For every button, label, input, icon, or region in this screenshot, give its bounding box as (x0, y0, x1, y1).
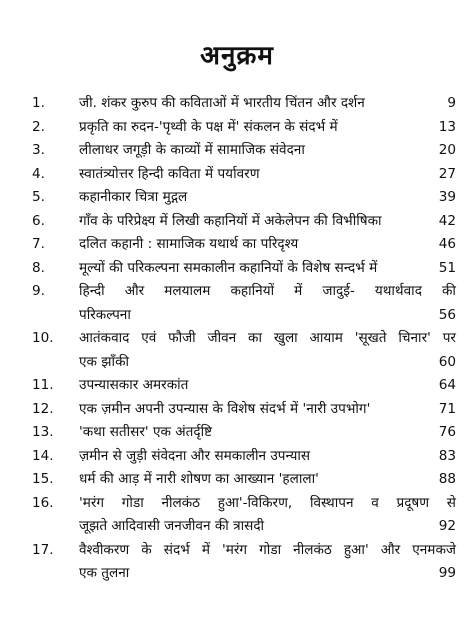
toc-entry (32, 92, 456, 116)
toc-entry-title: जूझते आदिवासी जनजीवन की त्रासदी (79, 518, 265, 534)
toc-entry-title: 'कथा सतीसर' एक अंतर्दृष्टि (79, 424, 213, 440)
toc-entry-number: 13. (32, 424, 54, 440)
toc-entry-page: 60 (438, 353, 456, 370)
toc-entry-title: जी. शंकर कुरुप की कविताओं में भारतीय चिंतन और दर्शन (79, 95, 365, 111)
toc-entry-number: 2. (32, 118, 45, 135)
toc-entry-number: 6. (32, 212, 45, 229)
toc-entry (32, 210, 456, 234)
toc-entry-number: 1. (32, 95, 45, 111)
toc-entry (32, 233, 456, 257)
toc-entry-title: गाँव के परिप्रेक्ष्य में लिखी कहानियों में अकेलेपन की विभीषिका (79, 212, 382, 229)
toc-entry-title: एक तुलना (79, 565, 130, 581)
toc-entry (32, 186, 456, 210)
toc-entry-page: 9 (447, 95, 456, 111)
toc-entry-number: 14. (32, 447, 54, 464)
page-title: अनुक्रम (200, 41, 274, 71)
toc-entry-number: 9. (32, 283, 45, 299)
toc-entry-title: हिन्दी और मलयालम कहानियों में जादुई- यथार्थवाद की (79, 283, 456, 299)
toc-entry-title: एक झाँकी (79, 353, 130, 370)
toc-entry-page: 71 (438, 400, 456, 417)
toc-entry-page: 51 (438, 259, 456, 276)
toc-entry-number: 3. (32, 142, 45, 158)
toc-entry (32, 374, 456, 398)
toc-entry (32, 398, 456, 422)
toc-entry (32, 445, 456, 469)
toc-entry-title: 'मरंग गोडा नीलकंठ हुआ'-विकिरण, विस्थापन व प्रदूषण से (79, 494, 456, 511)
toc-entry-number: 8. (32, 259, 45, 276)
toc-entry-number: 7. (32, 236, 45, 252)
toc-entry-page: 46 (438, 236, 456, 252)
toc-entry-number: 16. (32, 494, 54, 511)
toc-entry-title: उपन्यासकार अमरकांत (79, 377, 189, 393)
toc-entry (32, 257, 456, 281)
toc-entry (32, 139, 456, 163)
toc-entry-page: 88 (438, 471, 456, 487)
toc-entry-page: 83 (438, 447, 456, 464)
toc-entry-page: 56 (438, 306, 456, 323)
toc-entry-number: 4. (32, 165, 45, 182)
toc-entry-title: एक ज़मीन अपनी उपन्यास के विशेष संदर्भ में 'नारी उपभोग' (79, 400, 371, 417)
toc-entry-title: परिकल्पना (79, 306, 131, 323)
toc-entry-number: 10. (32, 330, 54, 346)
toc-entry-page: 92 (438, 518, 456, 534)
toc-entry-title: मूल्यों की परिकल्पना समकालीन कहानियों के विशेष सन्दर्भ में (79, 259, 378, 276)
toc-entry-page: 64 (438, 377, 456, 393)
toc-entry-page: 76 (438, 424, 456, 440)
toc-entry-title: धर्म की आड़ में नारी शोषण का आख्यान 'हलाला' (79, 471, 319, 487)
toc-entry-title: दलित कहानी : सामाजिक यथार्थ का परिदृश्य (79, 236, 299, 252)
toc-entry-title: वैश्वीकरण के संदर्भ में 'मरंग गोडा नीलकंठ हुआ' और एनमकजे (79, 541, 456, 558)
toc-entry-page: 99 (438, 565, 456, 581)
toc-entry-number: 12. (32, 400, 54, 417)
toc-entry-number: 11. (32, 377, 54, 393)
toc-entry-number: 15. (32, 471, 54, 487)
toc-entry (32, 116, 456, 140)
toc-entry-page: 42 (438, 212, 456, 229)
toc-entry (32, 468, 456, 492)
toc-entry-title: ज़मीन से जुड़ी संवेदना और समकालीन उपन्यास (79, 447, 311, 464)
toc-entry-number: 17. (32, 541, 54, 558)
toc-entry (32, 327, 456, 374)
toc-entry-title: स्वातंत्र्योत्तर हिन्दी कविता में पर्यावरण (79, 165, 260, 182)
toc-entry-title: लीलाधर जगूड़ी के काव्यों में सामाजिक संवेदना (79, 142, 305, 158)
toc-entry-title: प्रकृति का रुदन-'पृथ्वी के पक्ष में' संकलन के संदर्भ में (79, 118, 338, 135)
toc-entry-page: 13 (438, 118, 456, 135)
toc-entry-number: 5. (32, 189, 45, 205)
toc-entry (32, 280, 456, 327)
toc-entry-title: कहानीकार चित्रा मुद्गल (79, 189, 188, 205)
toc-entry (32, 492, 456, 539)
toc-entry (32, 163, 456, 187)
toc-entry-page: 20 (438, 142, 456, 158)
toc-entry-page: 39 (438, 189, 456, 205)
toc-entry (32, 539, 456, 586)
toc-entry-page: 27 (438, 165, 456, 182)
toc-entry-title: आतंकवाद एवं फौजी जीवन का खुला आयाम 'सूखते चिनार' पर (79, 330, 456, 346)
table-of-contents (32, 92, 456, 586)
toc-entry (32, 421, 456, 445)
